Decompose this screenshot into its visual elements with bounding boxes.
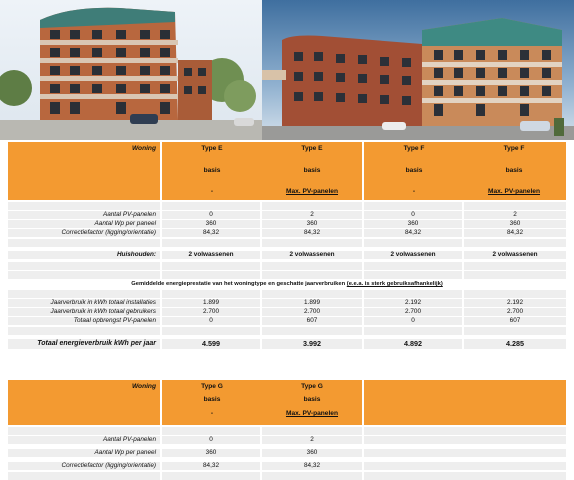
total-label: Totaal energieverbruik kWh per jaar <box>8 339 160 349</box>
row-label: Aantal Wp per paneel <box>8 449 160 457</box>
cell: 360 <box>464 220 566 228</box>
col4-variant: basis <box>505 167 523 174</box>
table-row <box>8 317 566 325</box>
col3-variant: basis <box>405 167 423 174</box>
row-label: Correctiefactor (ligging/orientatie) <box>8 229 160 237</box>
col2-type: Type E <box>301 145 323 152</box>
cell: 0 <box>162 211 260 219</box>
cell: 2 <box>262 436 362 444</box>
col1-extra: - <box>210 188 214 195</box>
cell: 2 volwassenen <box>162 251 260 259</box>
note-text: Gemiddelde energieprestatie van het woningtype en geschatte jaarverbruiken <box>131 281 346 287</box>
cell: 2 <box>464 211 566 219</box>
cell: 84,32 <box>464 229 566 237</box>
table-row <box>8 211 566 219</box>
table-row <box>8 220 566 228</box>
cell: 84,32 <box>162 462 260 470</box>
cell: 2.192 <box>464 299 566 307</box>
total-value: 4.599 <box>162 339 260 349</box>
spacer-row <box>8 239 566 247</box>
woning-label: Woning <box>131 145 156 152</box>
row-label: Aantal PV-panelen <box>8 436 160 444</box>
row-label: Jaarverbruik in kWh totaal gebruikers <box>8 308 160 316</box>
cell: 84,32 <box>364 229 462 237</box>
table-row <box>8 449 566 457</box>
col1-variant: basis <box>203 167 221 174</box>
household-label: Huishouden: <box>8 251 160 259</box>
cell: 84,32 <box>162 229 260 237</box>
col4-extra: Max. PV-panelen <box>487 188 541 195</box>
table-row <box>8 308 566 316</box>
total-row <box>8 339 566 349</box>
cell: 360 <box>262 449 362 457</box>
cell: 0 <box>162 317 260 325</box>
col2-variant: basis <box>303 396 321 403</box>
col2-extra: Max. PV-panelen <box>285 188 339 195</box>
col3-extra: - <box>412 188 416 195</box>
spacer-row <box>8 290 566 298</box>
cell: 2.700 <box>464 308 566 316</box>
cell: 1.899 <box>262 299 362 307</box>
table-row <box>8 299 566 307</box>
cell: 84,32 <box>262 229 362 237</box>
cell: 84,32 <box>262 462 362 470</box>
row-label: Jaarverbruik in kWh totaal installaties <box>8 299 160 307</box>
col2-type: Type G <box>301 383 323 390</box>
cell: 0 <box>364 211 462 219</box>
row-label: Aantal Wp per paneel <box>8 220 160 228</box>
row-label: Aantal PV-panelen <box>8 211 160 219</box>
spacer-row <box>8 327 566 335</box>
spacer-row <box>8 271 566 279</box>
spacer-row <box>8 262 566 270</box>
cell: 607 <box>262 317 362 325</box>
building-photo-right <box>262 0 574 140</box>
cell: 360 <box>162 449 260 457</box>
spacer-row <box>8 202 566 210</box>
energy-note <box>8 281 566 287</box>
note-emphasis: (e.e.a. is sterk gebruiksafhankelijk) <box>346 281 443 287</box>
cell: 360 <box>262 220 362 228</box>
spacer-row <box>8 472 566 480</box>
col2-variant: basis <box>303 167 321 174</box>
col2-extra: Max. PV-panelen <box>285 410 339 417</box>
table-row <box>8 436 566 444</box>
total-value: 4.285 <box>464 339 566 349</box>
cell: 2.700 <box>262 308 362 316</box>
cell: 2 volwassenen <box>364 251 462 259</box>
photo-strip <box>0 0 574 140</box>
spacer-row <box>8 427 566 435</box>
cell: 1.899 <box>162 299 260 307</box>
cell: 0 <box>364 317 462 325</box>
table-row <box>8 462 566 470</box>
col1-extra: - <box>210 410 214 417</box>
cell: 0 <box>162 436 260 444</box>
col1-type: Type G <box>201 383 223 390</box>
col1-type: Type E <box>201 145 223 152</box>
total-value: 3.992 <box>262 339 362 349</box>
row-label: Totaal opbrengst PV-panelen <box>8 317 160 325</box>
table-row <box>8 229 566 237</box>
cell: 360 <box>364 220 462 228</box>
cell: 2 volwassenen <box>262 251 362 259</box>
col4-type: Type F <box>503 145 525 152</box>
total-value: 4.892 <box>364 339 462 349</box>
cell: 2.700 <box>162 308 260 316</box>
header-bg-empty <box>364 380 566 425</box>
col1-variant: basis <box>203 396 221 403</box>
building-photo-left <box>0 0 262 140</box>
cell: 2.700 <box>364 308 462 316</box>
cell: 2 volwassenen <box>464 251 566 259</box>
household-row <box>8 251 566 259</box>
cell: 2 <box>262 211 362 219</box>
cell: 360 <box>162 220 260 228</box>
row-label: Correctiefactor (ligging/orientatie) <box>8 462 160 470</box>
cell: 607 <box>464 317 566 325</box>
cell: 2.192 <box>364 299 462 307</box>
woning-label: Woning <box>131 383 156 390</box>
col3-type: Type F <box>403 145 425 152</box>
